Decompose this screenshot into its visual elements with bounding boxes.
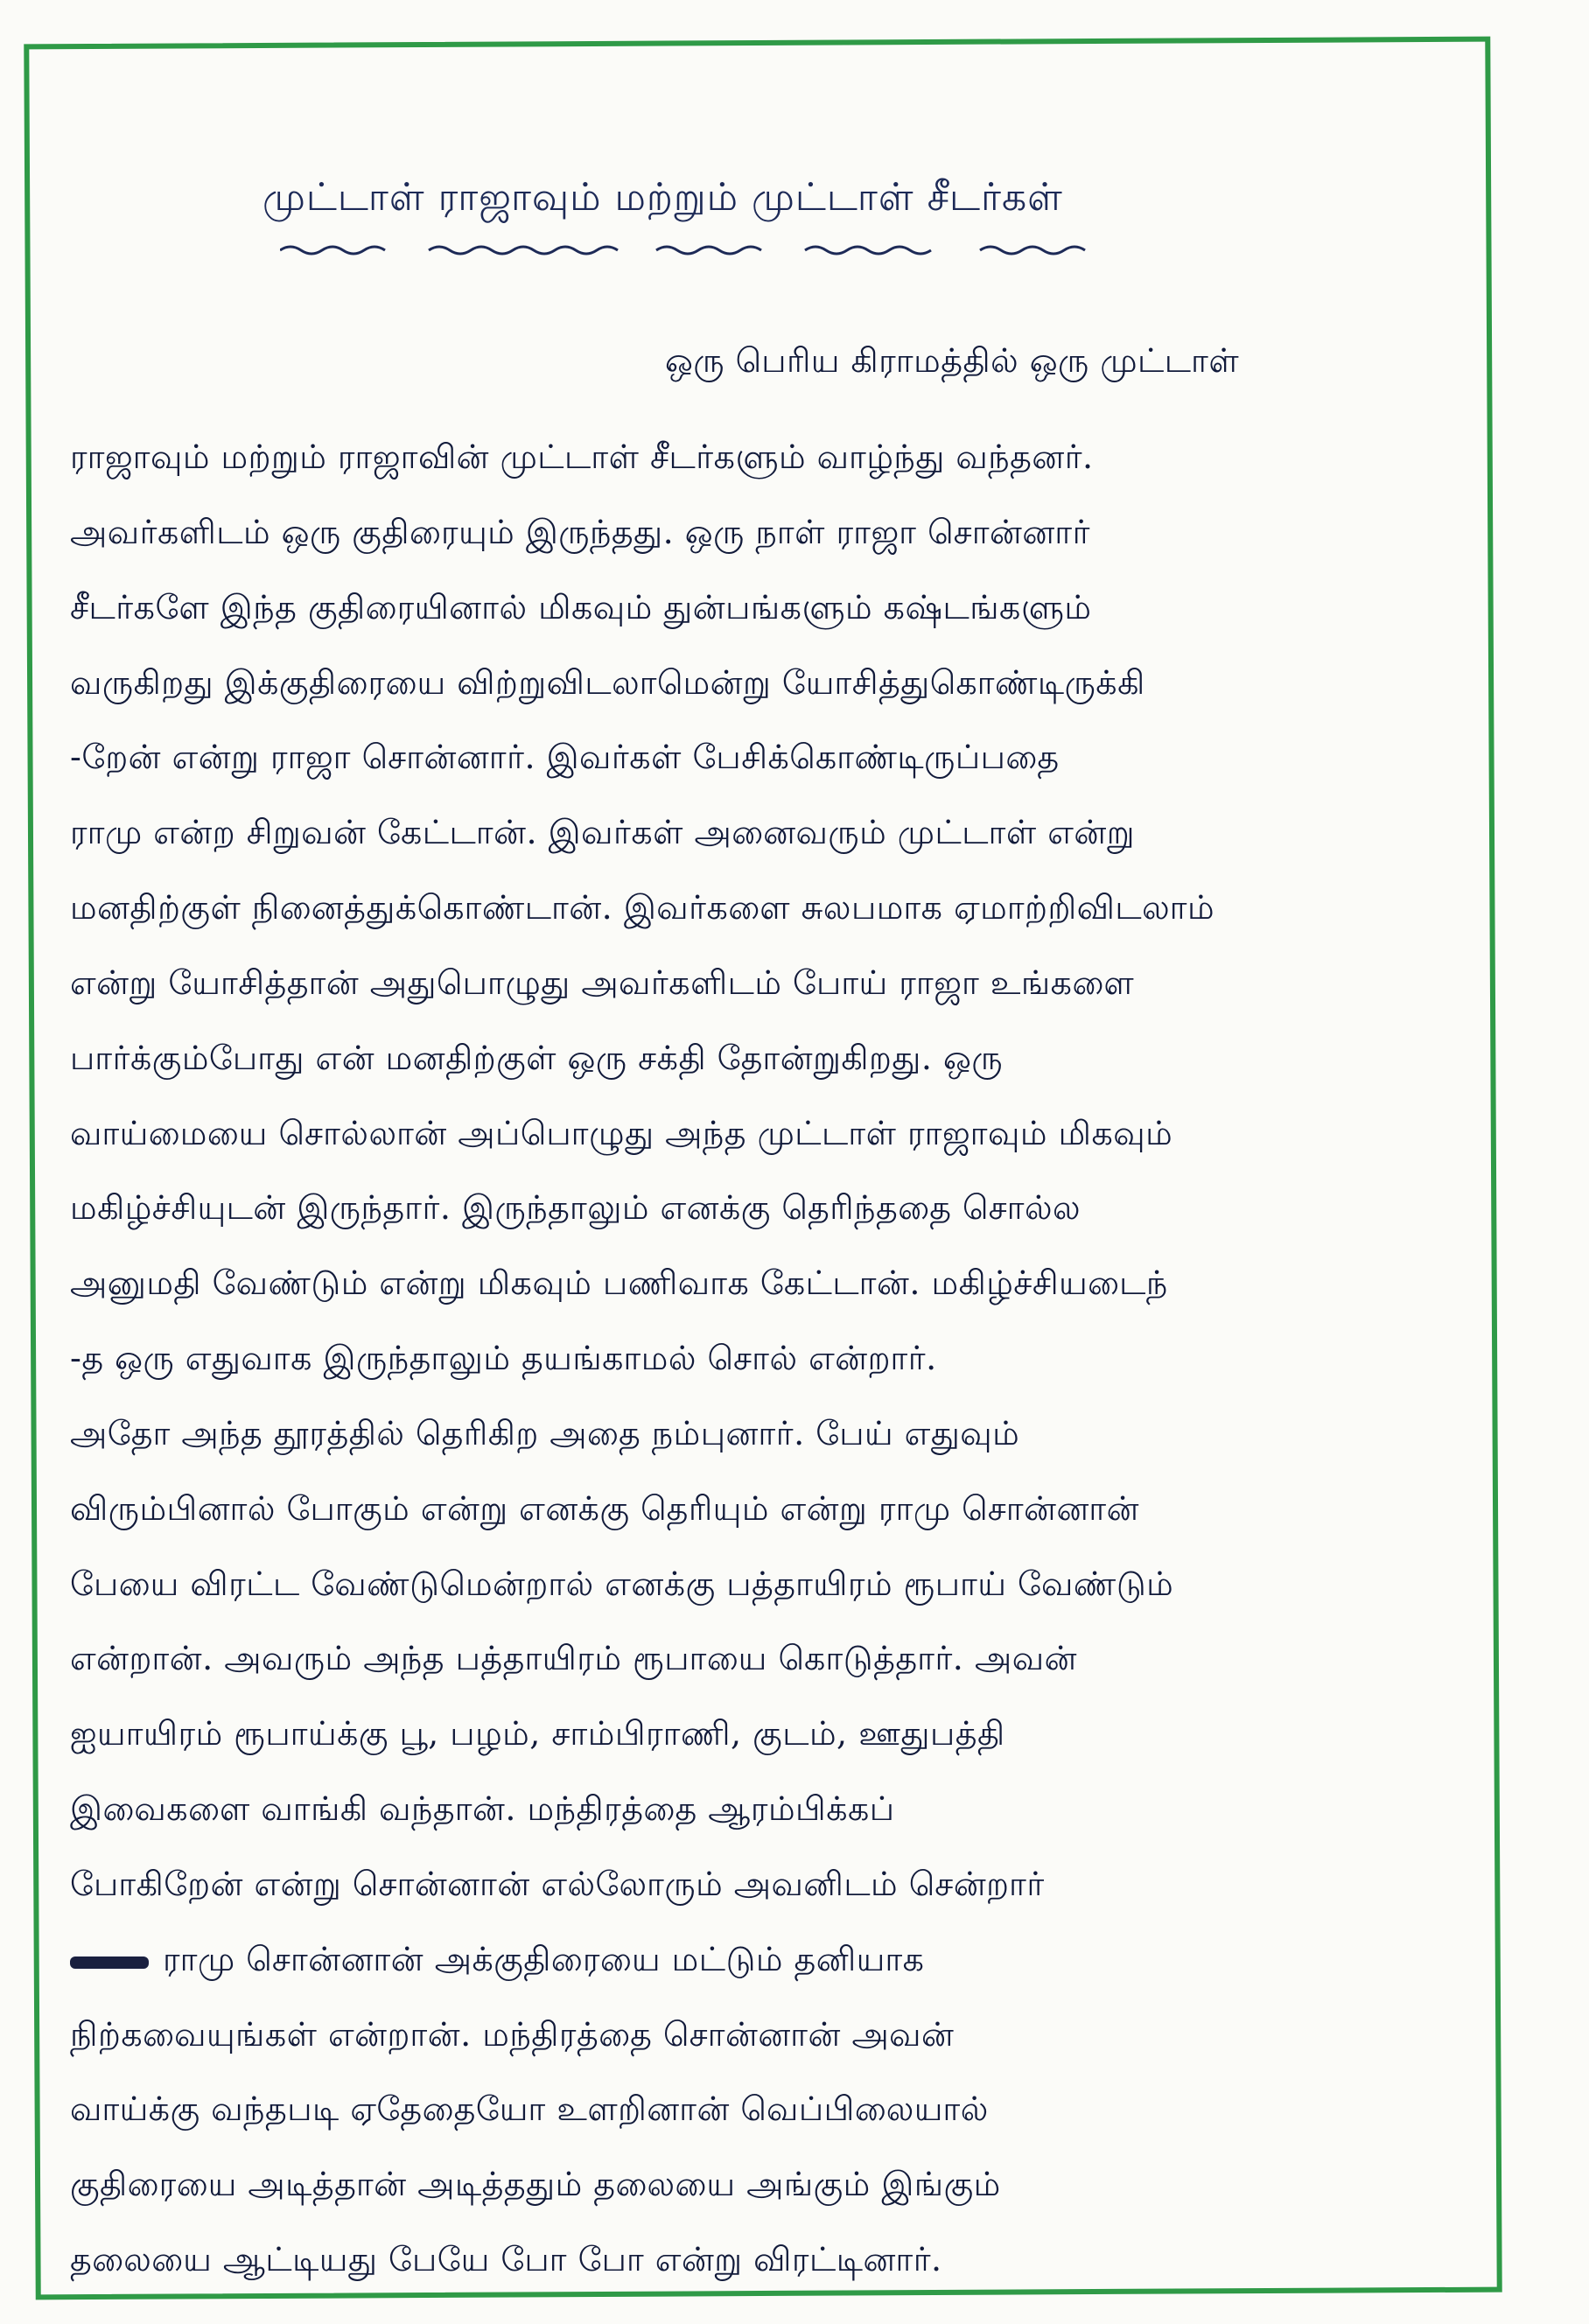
- text-line: பேயை விரட்ட வேண்டுமென்றால் எனக்கு பத்தாயிரம் ரூபாய் வேண்டும்: [70, 1564, 1174, 1603]
- scribble-strikeout: [70, 1956, 149, 1969]
- text-line: அனுமதி வேண்டும் என்று மிகவும் பணிவாக கேட்டான். மகிழ்ச்சியடைந்: [70, 1264, 1168, 1302]
- text-line: ராமு என்ற சிறுவன் கேட்டான். இவர்கள் அனைவரும் முட்டாள் என்று: [70, 813, 1135, 851]
- text-line: குதிரையை அடித்தான் அடித்ததும் தலையை அங்கும் இங்கும்: [70, 2165, 1001, 2203]
- text-line: போகிறேன் என்று சொன்னான் எல்லோரும் அவனிடம் சென்றார்: [70, 1865, 1045, 1903]
- text-line: மனதிற்குள் நினைத்துக்கொண்டான். இவர்களை சுலபமாக ஏமாற்றிவிடலாம்: [70, 888, 1215, 927]
- text-line: இவைகளை வாங்கி வந்தான். மந்திரத்தை ஆரம்பிக்கப்: [70, 1789, 895, 1828]
- title-underline: [280, 242, 1120, 262]
- text-line: நிற்கவையுங்கள் என்றான். மந்திரத்தை சொன்னான் அவன்: [70, 2015, 955, 2054]
- text-line: மகிழ்ச்சியுடன் இருந்தார். இருந்தாலும் எனக்கு தெரிந்ததை சொல்ல: [70, 1188, 1082, 1227]
- text-line: தலையை ஆட்டியது பேயே போ போ என்று விரட்டினார்.: [70, 2240, 942, 2278]
- text-line: -த ஒரு எதுவாக இருந்தாலும் தயங்காமல் சொல் என்றார்.: [70, 1339, 937, 1377]
- page-title: முட்டாள் ராஜாவும் மற்றும் முட்டாள் சீடர்கள்: [262, 175, 1063, 220]
- text-line: விரும்பினால் போகும் என்று எனக்கு தெரியும் என்று ராமு சொன்னான்: [70, 1489, 1139, 1528]
- text-line: -றேன் என்று ராஜா சொன்னார். இவர்கள் பேசிக்கொண்டிருப்பதை: [70, 738, 1060, 776]
- text-line: பார்க்கும்போது என் மனதிற்குள் ஒரு சக்தி தோன்றுகிறது. ஒரு: [70, 1039, 1004, 1077]
- text-line: என்று யோசித்தான் அதுபொழுது அவர்களிடம் போய் ராஜா உங்களை: [70, 963, 1135, 1002]
- text-line: வாய்மையை சொல்லான் அப்பொழுது அந்த முட்டாள் ராஜாவும் மிகவும்: [70, 1114, 1173, 1152]
- text-line: அவர்களிடம் ஒரு குதிரையும் இருந்தது. ஒரு நாள் ராஜா சொன்னார்: [70, 513, 1090, 551]
- text-line: வருகிறது இக்குதிரையை விற்றுவிடலாமென்று யோசித்துகொண்டிருக்கி: [70, 663, 1145, 702]
- text-line-with-strikeout: [70, 1940, 925, 1984]
- text-line: ஐயாயிரம் ரூபாய்க்கு பூ, பழம், சாம்பிராணி, குடம், ஊதுபத்தி: [70, 1714, 1005, 1753]
- text-line: என்றான். அவரும் அந்த பத்தாயிரம் ரூபாயை கொடுத்தார். அவன்: [70, 1639, 1077, 1677]
- text-line-content: ராமு சொன்னான் அக்குதிரையை மட்டும் தனியாக: [163, 1940, 925, 1978]
- text-line: வாய்க்கு வந்தபடி ஏதேதையோ உளறினான் வெப்பிலையால்: [70, 2090, 989, 2128]
- text-line: ராஜாவும் மற்றும் ராஜாவின் முட்டாள் சீடர்களும் வாழ்ந்து வந்தனர்.: [70, 438, 1094, 476]
- text-line: ஒரு பெரிய கிராமத்தில் ஒரு முட்டாள்: [665, 341, 1240, 380]
- text-line: சீடர்களே இந்த குதிரையினால் மிகவும் துன்பங்களும் கஷ்டங்களும்: [70, 588, 1092, 626]
- text-line: அதோ அந்த தூரத்தில் தெரிகிற அதை நம்புனார். பேய் எதுவும்: [70, 1414, 1020, 1452]
